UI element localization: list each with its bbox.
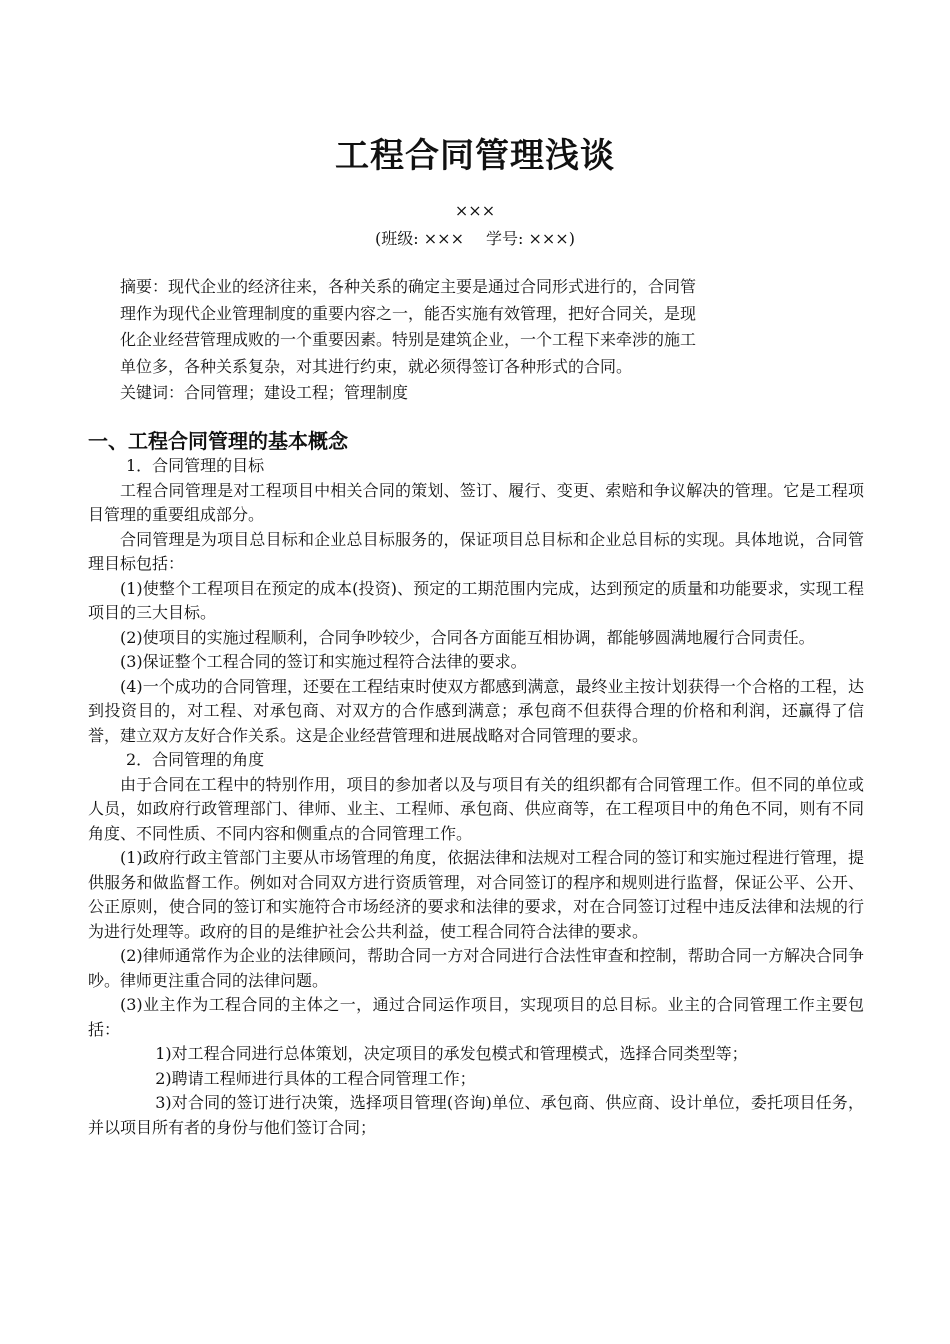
paragraph: (3)业主作为工程合同的主体之一，通过合同运作项目，实现项目的总目标。业主的合同管理工作主要包括： [88,995,864,1039]
student-label: 学号: ×××) [486,229,575,248]
keywords: 关键词：合同管理；建设工程；管理制度 [120,383,409,402]
subsection-heading: 2．合同管理的角度 [126,750,265,769]
abstract-line: 化企业经营管理成败的一个重要因素。特别是建筑企业，一个工程下来牵涉的施工 [120,330,697,349]
subsection-heading: 1．合同管理的目标 [126,456,265,475]
paragraph: 由于合同在工程中的特别作用，项目的参加者以及与项目有关的组织都有合同管理工作。但不同的单位或人员，如政府行政管理部门、律师、业主、工程师、承包商、供应商等，在工程项目中的角色不同，则有不同角度、不同性质、不同内容和侧重点的合同管理工作。 [88,774,864,843]
list-item: 1)对工程合同进行总体策划，决定项目的承发包模式和管理模式，选择合同类型等； [155,1044,748,1063]
paragraph: (2)律师通常作为企业的法律顾问，帮助合同一方对合同进行合法性审查和控制，帮助合同一方解决合同争吵。律师更注重合同的法律问题。 [88,946,864,990]
abstract-line: 单位多，各种关系复杂，对其进行约束，就必须得签订各种形式的合同。 [120,356,633,376]
paragraph: (2)使项目的实施过程顺利，合同争吵较少，合同各方面能互相协调，都能够圆满地履行合同责任。 [120,627,815,647]
author: ××× [454,201,496,220]
paragraph: (1)使整个工程项目在预定的成本(投资)、预定的工期范围内完成，达到预定的质量和功能要求，实现工程项目的三大目标。 [88,578,864,622]
paragraph: (3)保证整个工程合同的签订和实施过程符合法律的要求。 [120,652,527,671]
class-info [0,226,950,249]
list-item: 2)聘请工程师进行具体的工程合同管理工作； [155,1068,476,1088]
class-label: (班级: ××× [375,229,464,248]
body-text [88,428,864,1140]
abstract-line: 摘要：现代企业的经济往来，各种关系的确定主要是通过合同形式进行的，合同管 [120,277,697,296]
document-title: 工程合同管理浅谈 [335,136,615,176]
paragraph: (4)一个成功的合同管理，还要在工程结束时使双方都感到满意，最终业主按计划获得一个合格的工程，达到投资目的，对工程、对承包商、对双方的合作感到满意；承包商不但获得合理的价格和利润，还赢得了信誉，建立双方友好合作关系。这是企业经营管理和进展战略对合同管理的要求。 [88,676,864,745]
paragraph: 合同管理是为项目总目标和企业总目标服务的，保证项目总目标和企业总目标的实现。具体地说，合同管理目标包括： [88,529,864,573]
paragraph: (1)政府行政主管部门主要从市场管理的角度，依据法律和法规对工程合同的签订和实施过程进行管理，提供服务和做监督工作。例如对合同双方进行资质管理，对合同签订的程序和规则进行监督，保证公平、公开、公正原则，使合同的签订和实施符合市场经济的要求和法律的要求，对在合同签订过程中违反法律和法规的行为进行处理等。政府的目的是维护社会公共利益，使工程合同符合法律的要求。 [88,848,864,941]
paragraph: 工程合同管理是对工程项目中相关合同的策划、签订、履行、变更、索赔和争议解决的管理。它是工程项目管理的重要组成部分。 [88,480,864,524]
abstract [120,274,830,407]
section-heading: 一、工程合同管理的基本概念 [88,429,348,453]
abstract-line: 理作为现代企业管理制度的重要内容之一，能否实施有效管理，把好合同关，是现 [120,303,697,323]
list-item: 3)对合同的签订进行决策，选择项目管理(咨询)单位、承包商、供应商、设计单位，委托项目任务，并以项目所有者的身份与他们签订合同； [88,1093,864,1137]
